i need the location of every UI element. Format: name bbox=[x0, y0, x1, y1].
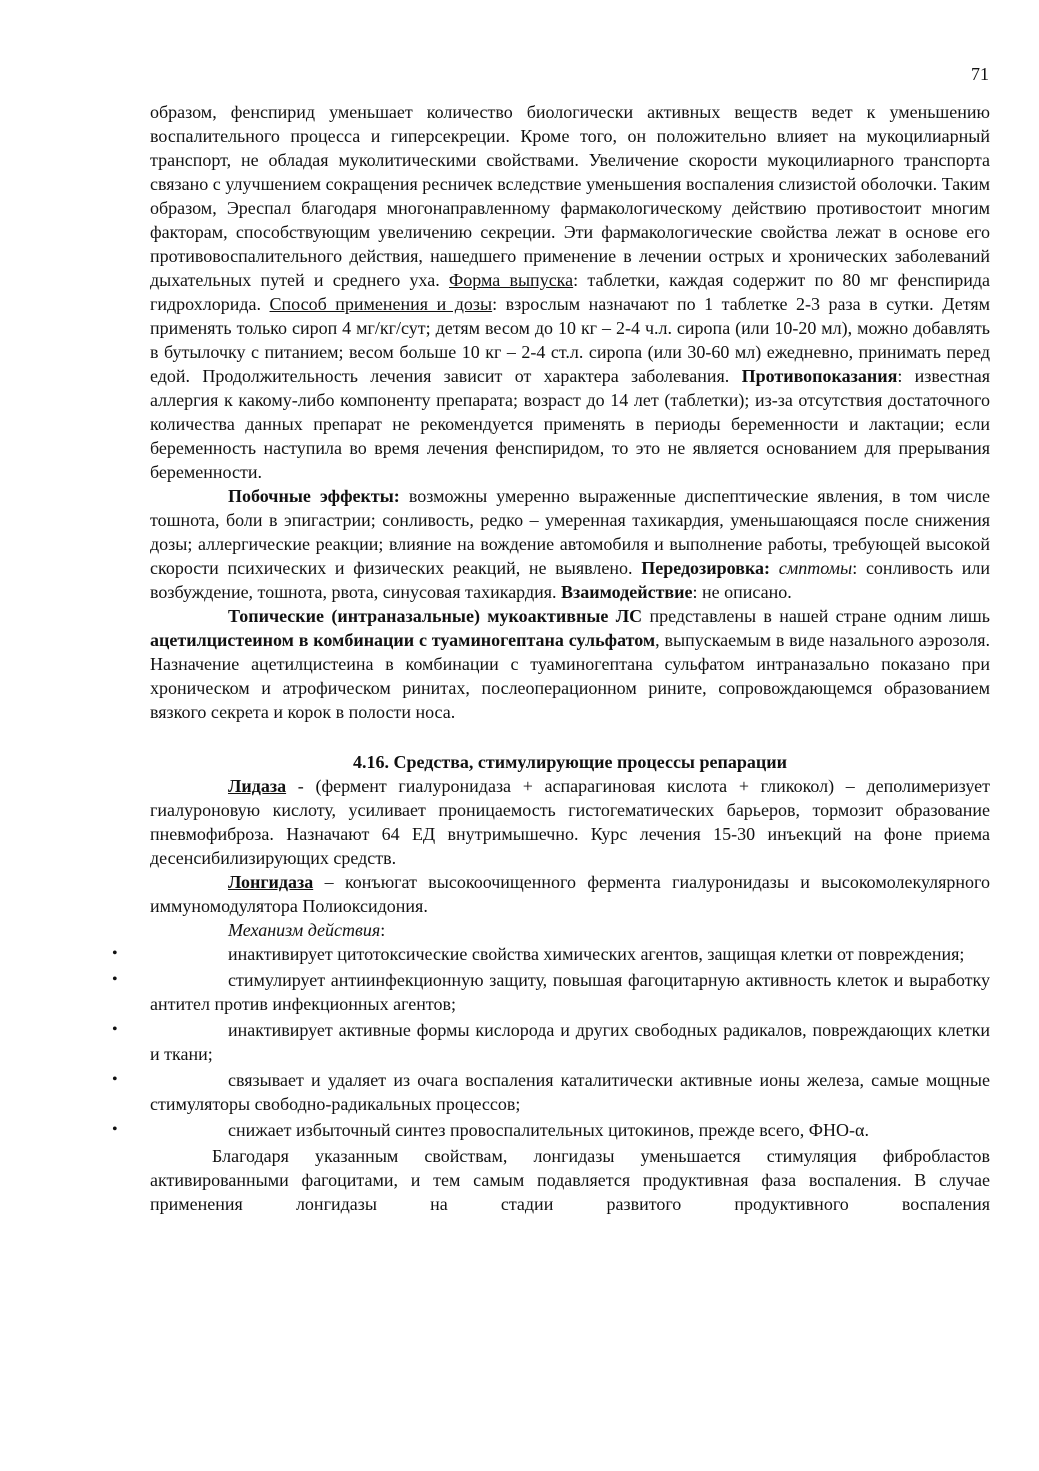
topical-heading: Топические (интраназальные) мукоактивные ЛС bbox=[228, 606, 643, 626]
paragraph-mechanism bbox=[150, 918, 990, 942]
text-run: : известная аллергия к какому-либо компоненту препарата; возраст до 14 лет (таблетки); из-за отсутствия достаточного количества данных препарат не рекомендуется применять в периоды беременности и лактации; если беременность наступила во время лечения фенспиридом, то это не является основанием для прерывания беременности. bbox=[150, 366, 990, 482]
longidase-name: Лонгидаза bbox=[228, 872, 314, 892]
symptoms-label: смптомы bbox=[778, 558, 853, 578]
page-content bbox=[112, 100, 991, 1216]
list-item-text: снижает избыточный синтез провоспалительных цитокинов, прежде всего, ФНО-α. bbox=[228, 1120, 869, 1140]
text-run: : bbox=[380, 920, 386, 940]
list-item bbox=[112, 942, 990, 966]
text-run: представлены в нашей стране одним лишь bbox=[642, 606, 990, 626]
bullet-icon: • bbox=[112, 1071, 118, 1088]
paragraph-erespal bbox=[150, 100, 990, 484]
list-item bbox=[112, 1068, 990, 1116]
dose-label: Способ применения и дозы bbox=[269, 294, 493, 314]
mechanism-list bbox=[112, 942, 990, 1142]
page-number: 71 bbox=[971, 64, 989, 84]
text-run: – конъюгат высокоочищенного фермента гиалуронидазы и высокомолекулярного иммуномодулятора Полиоксидония. bbox=[150, 872, 990, 916]
text-run: образом, фенспирид уменьшает количество биологически активных веществ ведет к уменьшению воспалительного процесса и гиперсекреции. Кроме того, он положительно влияет на мукоцилиарный транспорт, не обладая муколитическими свойствами. Увеличение скорости мукоцилиарного транспорта связано с улучшением сокращения ресничек вследствие уменьшения воспаления слизистой оболочки. Таким образом, Эреспал благодаря многонаправленному фармакологическому действию противостоит многим факторам, способствующим увеличению секреции. Эти фармакологические свойства лежат в основе его противовоспалительного действия, нашедшего применение в лечении острых и хронических заболеваний дыхательных путей и среднего уха. bbox=[150, 102, 990, 290]
overdose-label: Передозировка: bbox=[641, 558, 771, 578]
paragraph-topical bbox=[150, 604, 990, 724]
text-run: : таблетки, каждая содержит по 80 мг фенспирида гидрохлорида. bbox=[150, 270, 990, 314]
paragraph-conclusion bbox=[150, 1144, 990, 1216]
text-run: : взрослым назначают по 1 таблетке 2-3 раза в сутки. Детям применять только сироп 4 мг/кг/сут; детям весом до 10 кг – 2-4 ч.л. сиропа (или 10-20 мл), можно добавлять в бутылочку с питанием; весом больше 10 кг – 2-4 ст.л. сиропа (или 30-60 мл) ежедневно, принимать перед едой. Продолжительность лечения зависит от характера заболевания. bbox=[150, 294, 990, 386]
form-label: Форма выпуска bbox=[449, 270, 574, 290]
acetylcysteine-term: ацетилцистеином в комбинации с туаминогептана сульфатом bbox=[150, 630, 656, 650]
paragraph-lidase bbox=[150, 774, 990, 870]
bullet-icon: • bbox=[112, 945, 118, 962]
text-run: : сонливость или возбуждение, тошнота, рвота, синусовая тахикардия. bbox=[150, 558, 991, 602]
list-item-text: инактивирует активные формы кислорода и других свободных радикалов, повреждающих клетки и ткани; bbox=[150, 1020, 990, 1064]
contraindications-label: Противопоказания bbox=[741, 366, 898, 386]
text-run: возможны умеренно выраженные диспептические явления, в том числе тошнота, боли в эпигастрии; сонливость, редко – умеренная тахикардия, уменьшающаяся после снижения дозы; аллергические реакции; влияние на вождение автомобиля и выполнение работы, требующей высокой скорости психических и физических реакций, не выявлено. bbox=[150, 486, 990, 578]
list-item-text: инактивирует цитотоксические свойства химических агентов, защищая клетки от повреждения; bbox=[228, 944, 965, 964]
list-item bbox=[112, 1018, 990, 1066]
list-item bbox=[112, 968, 990, 1016]
text-run: Благодаря указанным свойствам, лонгидазы уменьшается стимуляция фибробластов активированными фагоцитами, и тем самым подавляется продуктивная фаза воспаления. В случае применения лонгидазы на стадии развитого продуктивного воспаления bbox=[150, 1146, 990, 1214]
side-effects-label: Побочные эффекты: bbox=[228, 486, 400, 506]
section-heading: 4.16. Средства, стимулирующие процессы репарации bbox=[353, 752, 787, 772]
list-item-text: стимулирует антиинфекционную защиту, повышая фагоцитарную активность клеток и выработку антител против инфекционных агентов; bbox=[150, 970, 990, 1014]
text-run: , выпускаемым в виде назального аэрозоля. Назначение ацетилцистеина в комбинации с туаминогептана сульфатом интраназально показано при хроническом и атрофическом ринитах, послеоперационном рините, сопровождающемся образованием вязкого секрета и корок в полости носа. bbox=[150, 630, 990, 722]
paragraph-side-effects bbox=[150, 484, 990, 604]
bullet-icon: • bbox=[112, 1121, 118, 1138]
list-item bbox=[112, 1118, 990, 1142]
bullet-icon: • bbox=[112, 971, 118, 988]
bullet-icon: • bbox=[112, 1021, 118, 1038]
text-run: - (фермент гиалуронидаза + аспарагиновая кислота + гликокол) – деполимеризует гиалуроновую кислоту, усиливает проницаемость гистогематических барьеров, тормозит образование пневмофиброза. Назначают 64 ЕД внутримышечно. Курс лечения 15-30 инъекций на фоне приема десенсибилизирующих средств. bbox=[150, 776, 990, 868]
list-item-text: связывает и удаляет из очага воспаления каталитически активные ионы железа, самые мощные стимуляторы свободно-радикальных процессов; bbox=[150, 1070, 990, 1114]
paragraph-longidase bbox=[150, 870, 990, 918]
text-run: : не описано. bbox=[692, 582, 792, 602]
mechanism-label: Механизм действия bbox=[228, 920, 381, 940]
lidase-name: Лидаза bbox=[228, 776, 287, 796]
interaction-label: Взаимодействие bbox=[561, 582, 693, 602]
